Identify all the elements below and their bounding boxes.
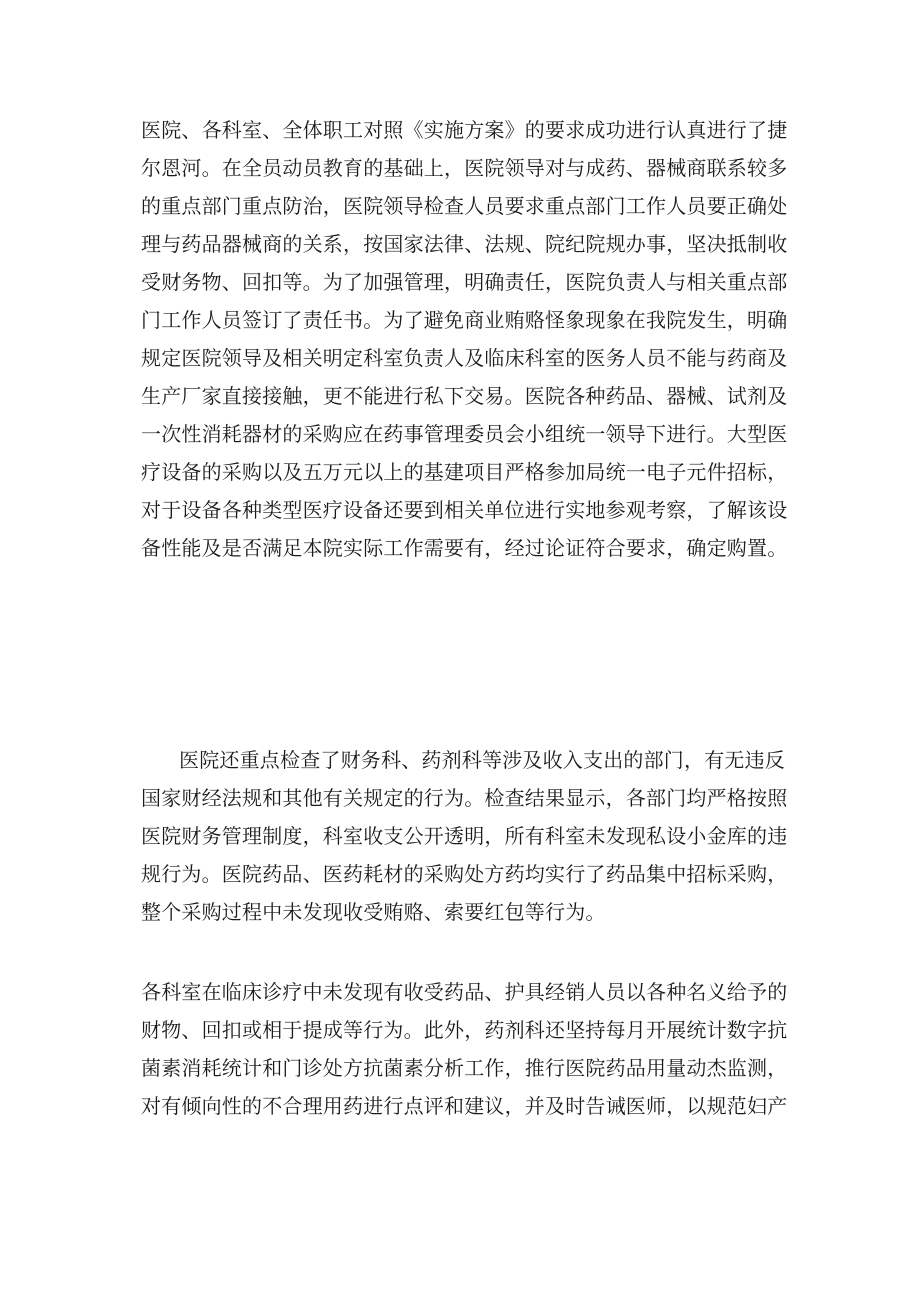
text-line: 理与药品器械商的关系，按国家法律、法规、院纪院规办事，坚决抵制收 (141, 232, 788, 256)
text-line: 疗设备的采购以及五万元以上的基建项目严格参加局统一电子元件招标， (141, 460, 788, 484)
paragraph-2 (141, 741, 788, 931)
text-line: 国家财经法规和其他有关规定的行为。检查结果显示，各部门均严格按照 (141, 786, 788, 810)
text-line: 一次性消耗器材的采购应在药事管理委员会小组统一领导下进行。大型医 (141, 422, 788, 446)
text-line: 门工作人员签订了责任书。为了避免商业贿赂怪象现象在我院发生，明确 (141, 308, 788, 332)
text-line: 尔恩河。在全员动员教育的基础上，医院领导对与成药、器械商联系较多 (141, 156, 788, 180)
text-line: 的重点部门重点防治，医院领导检查人员要求重点部门工作人员要正确处 (141, 194, 788, 218)
text-line: 菌素消耗统计和门诊处方抗菌素分析工作，推行医院药品用量动杰监测， (141, 1056, 788, 1080)
text-line: 医院还重点检查了财务科、药剂科等涉及收入支出的部门，有无违反 (179, 748, 785, 772)
text-line: 财物、回扣或相于提成等行为。此外，药剂科还坚持每月开展统计数字抗 (141, 1018, 788, 1042)
paragraph-1 (141, 111, 788, 567)
text-line: 对有倾向性的不合理用药进行点评和建议，并及时告诫医师，以规范妇产 (141, 1094, 788, 1118)
text-line: 医院财务管理制度，科室收支公开透明，所有科室未发现私设小金库的违 (141, 824, 788, 848)
text-line: 备性能及是否满足本院实际工作需要有，经过论证符合要求，确定购置。 (141, 536, 788, 560)
text-line: 受财务物、回扣等。为了加强管理，明确责任，医院负责人与相关重点部 (141, 270, 788, 294)
text-line: 整个采购过程中未发现收受贿赂、索要红包等行为。 (141, 900, 606, 924)
text-line: 生产厂家直接接触，更不能进行私下交易。医院各种药品、器械、试剂及 (141, 384, 788, 408)
text-line: 规定医院领导及相关明定科室负责人及临床科室的医务人员不能与药商及 (141, 346, 788, 370)
text-line: 医院、各科室、全体职工对照《实施方案》的要求成功进行认真进行了捷 (141, 118, 788, 142)
text-line: 各科室在临床诊疗中未发现有收受药品、护具经销人员以各种名义给予的 (141, 980, 788, 1004)
text-line: 对于设备各种类型医疗设备还要到相关单位进行实地参观考察，了解该设 (141, 498, 788, 522)
text-line: 规行为。医院药品、医药耗材的采购处方药均实行了药品集中招标采购， (141, 862, 788, 886)
paragraph-3 (141, 973, 788, 1125)
